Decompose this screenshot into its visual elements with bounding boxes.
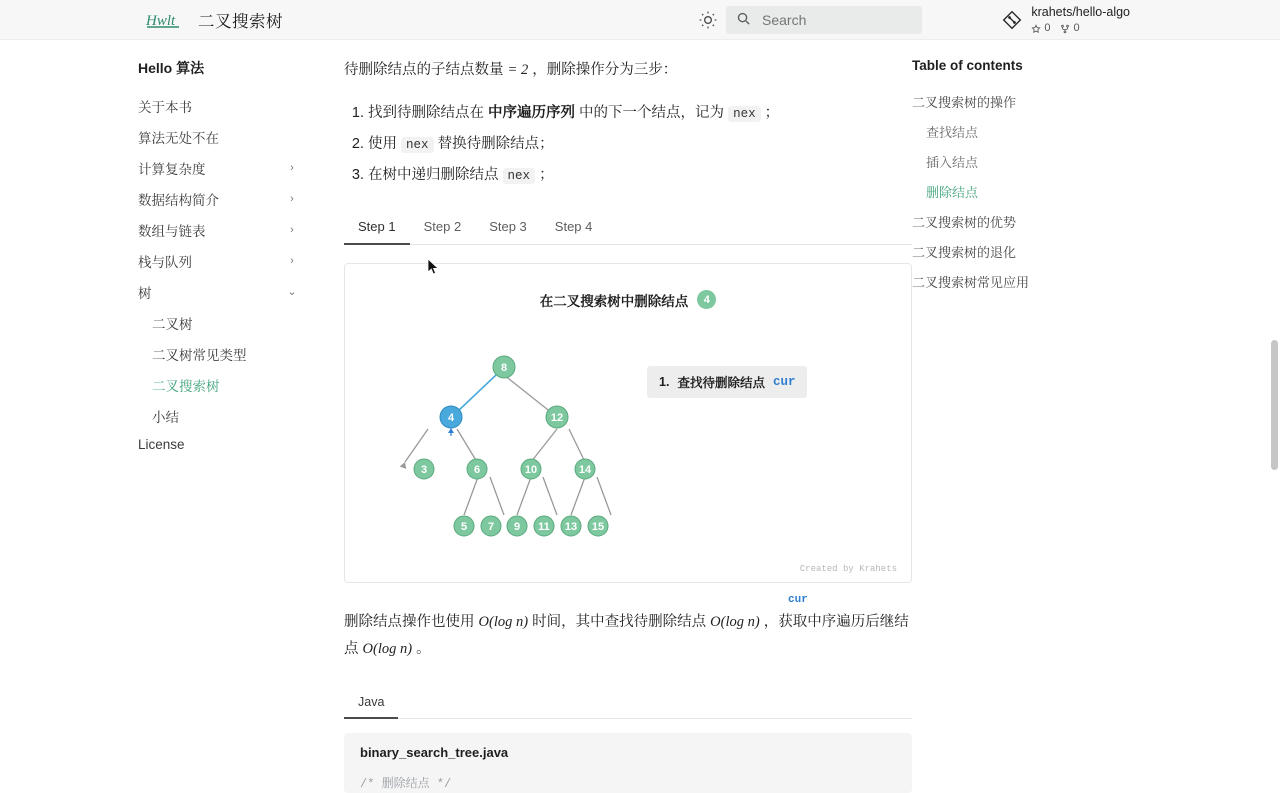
sidebar-item-label: 数据结构简介 — [138, 192, 219, 208]
chevron-right-icon[interactable]: › — [290, 192, 294, 205]
sidebar-item-label: 小结 — [152, 409, 179, 425]
figure-title-text: 在二叉搜索树中删除结点 — [539, 293, 689, 309]
lead-math: = 2 — [507, 62, 529, 78]
sidebar-item-complexity[interactable] — [138, 152, 312, 183]
sidebar-item-label: 二叉树常见类型 — [152, 347, 247, 363]
figure-title — [345, 290, 911, 310]
sidebar-item-label: License — [138, 436, 185, 452]
complexity-text: 时间，其中查找待删除结点 — [528, 613, 711, 630]
sidebar-item-binary-search-tree[interactable] — [152, 369, 312, 400]
repo-forks-count: 0 — [1073, 21, 1080, 34]
svg-text:6: 6 — [473, 463, 481, 476]
svg-text:13: 13 — [564, 520, 578, 533]
scrollbar-thumb[interactable] — [1271, 340, 1278, 470]
git-icon — [1001, 9, 1023, 31]
callout-code: cur — [772, 374, 796, 389]
lead-prefix: 待删除结点的子结点数量 — [344, 62, 508, 78]
complexity-math: O(log n) — [710, 613, 760, 630]
svg-text:8: 8 — [500, 361, 508, 374]
figure-binary-search-tree-delete — [344, 263, 912, 606]
toc-item-delete-node[interactable]: 删除结点 — [926, 184, 979, 200]
sidebar-item-stack-queue[interactable] — [138, 245, 312, 276]
sidebar-item-binary-tree-types[interactable] — [152, 338, 312, 369]
sidebar-item-label: 二叉树 — [152, 316, 193, 332]
sidebar-item-label: 计算复杂度 — [138, 161, 206, 177]
complexity-text: 删除结点操作也使用 — [344, 613, 479, 630]
svg-text:9: 9 — [513, 520, 521, 533]
sidebar-item-array-linkedlist[interactable] — [138, 214, 312, 245]
page-layout — [0, 40, 1280, 792]
inline-code: nex — [401, 137, 434, 153]
step-text: 替换待删除结点； — [433, 136, 554, 153]
sidebar-item-label: 数组与链表 — [138, 223, 206, 239]
toc-item-bst-degeneration[interactable]: 二叉搜索树的退化 — [912, 244, 1017, 260]
svg-text:4: 4 — [447, 411, 455, 424]
step-text: 使用 — [368, 136, 402, 153]
page-title: 二叉搜索树 — [198, 12, 283, 31]
repo-forks — [1060, 22, 1079, 36]
chevron-right-icon[interactable]: › — [290, 254, 294, 267]
search-icon — [736, 11, 751, 29]
list-item — [368, 132, 912, 157]
sidebar-subnav-tree — [138, 307, 312, 431]
repo-stars-count: 0 — [1044, 21, 1051, 34]
step-emphasis: 中序遍历序列 — [488, 104, 576, 121]
svg-text:5: 5 — [460, 520, 468, 533]
svg-text:Hwlt: Hwlt — [146, 12, 176, 29]
callout-number: 1. — [659, 374, 670, 389]
svg-text:15: 15 — [591, 520, 605, 533]
tab-step-2[interactable]: Step 2 — [423, 218, 462, 234]
step-text: 找到待删除结点在 — [368, 104, 489, 121]
lead-paragraph — [344, 58, 912, 83]
repo-link[interactable] — [1001, 5, 1130, 35]
list-item — [368, 101, 912, 126]
tab-step-1[interactable]: Step 1 — [344, 211, 410, 245]
table-of-contents — [912, 40, 1212, 720]
sidebar-item-tree[interactable] — [138, 276, 312, 307]
sidebar-item-label: 二叉搜索树 — [152, 378, 220, 394]
sidebar-item-data-structures[interactable] — [138, 183, 312, 214]
step-text: ； — [535, 167, 554, 184]
list-item — [368, 163, 912, 188]
toc-item-bst-applications[interactable]: 二叉搜索树常见应用 — [912, 274, 1030, 290]
callout-text: 查找待删除结点 — [677, 375, 765, 390]
complexity-text: 。 — [412, 640, 431, 657]
step-text: 在树中递归删除结点 — [368, 167, 503, 184]
code-block — [344, 733, 912, 793]
step-text: 中的下一个结点，记为 — [575, 104, 729, 121]
sidebar-item-label: 算法无处不在 — [138, 130, 219, 146]
step-text: ； — [760, 104, 780, 121]
main-content — [312, 40, 912, 792]
svg-text:14: 14 — [578, 463, 592, 476]
inline-code: nex — [728, 106, 761, 122]
sidebar-nav — [0, 40, 312, 720]
brightness-icon[interactable] — [696, 8, 720, 32]
complexity-paragraph — [344, 609, 912, 663]
site-header — [0, 0, 1280, 40]
toc-item-search-node[interactable]: 查找结点 — [926, 124, 979, 140]
sidebar-item-license[interactable] — [138, 431, 312, 457]
sidebar-item-label: 关于本书 — [138, 99, 192, 115]
figure-callout — [647, 366, 807, 398]
sidebar-item-algorithms-everywhere[interactable] — [138, 121, 312, 152]
chevron-right-icon[interactable]: › — [290, 161, 294, 174]
step-tabs — [344, 211, 912, 245]
sidebar-item-binary-tree[interactable] — [152, 307, 312, 338]
toc-title: Table of contents — [912, 58, 1023, 73]
sidebar-item-summary[interactable] — [152, 400, 312, 431]
toc-item-insert-node[interactable]: 插入结点 — [926, 154, 979, 170]
figure-step-badge: 4 — [697, 290, 716, 309]
chevron-right-icon[interactable]: › — [290, 223, 294, 236]
chevron-down-icon[interactable]: ⌄ — [287, 286, 297, 298]
repo-name: krahets/hello-algo — [1031, 5, 1130, 19]
cur-pointer-label: cur — [788, 593, 808, 606]
search-input[interactable] — [760, 11, 912, 29]
tree-diagram — [345, 312, 917, 572]
delete-steps-list — [344, 101, 912, 189]
toc-item-bst-operations[interactable]: 二叉搜索树的操作 — [912, 94, 1017, 110]
repo-stars — [1031, 22, 1050, 36]
sidebar-item-label: 树 — [138, 285, 152, 301]
svg-text:11: 11 — [538, 520, 550, 533]
page-scrollbar[interactable] — [1269, 40, 1280, 720]
sidebar-item-label: 栈与队列 — [138, 254, 192, 270]
tab-step-3[interactable]: Step 3 — [489, 218, 527, 234]
svg-text:3: 3 — [420, 463, 428, 476]
svg-text:10: 10 — [524, 463, 538, 476]
code-language-tabs — [344, 688, 912, 719]
sidebar-item-about-book[interactable] — [138, 90, 312, 121]
sidebar-title: Hello 算法 — [138, 60, 205, 76]
site-logo-icon[interactable] — [144, 7, 184, 33]
search-box[interactable] — [726, 6, 922, 34]
code-filename: binary_search_tree.java — [360, 745, 509, 761]
tab-step-4[interactable]: Step 4 — [554, 218, 593, 234]
svg-text:12: 12 — [550, 411, 564, 424]
tab-java[interactable]: Java — [344, 688, 398, 719]
lead-suffix: ，删除操作分为三步： — [528, 62, 678, 78]
svg-text:7: 7 — [487, 520, 495, 533]
complexity-math: O(log n) — [362, 640, 413, 657]
toc-item-bst-advantages[interactable]: 二叉搜索树的优势 — [912, 214, 1017, 230]
complexity-math: O(log n) — [478, 613, 529, 630]
complexity-text: ，获取中序遍历后继结点 — [344, 613, 909, 657]
code-first-line: /* 删除结点 */ — [360, 777, 452, 792]
figure-credit: Created by Krahets — [799, 563, 897, 574]
inline-code: nex — [503, 168, 536, 184]
